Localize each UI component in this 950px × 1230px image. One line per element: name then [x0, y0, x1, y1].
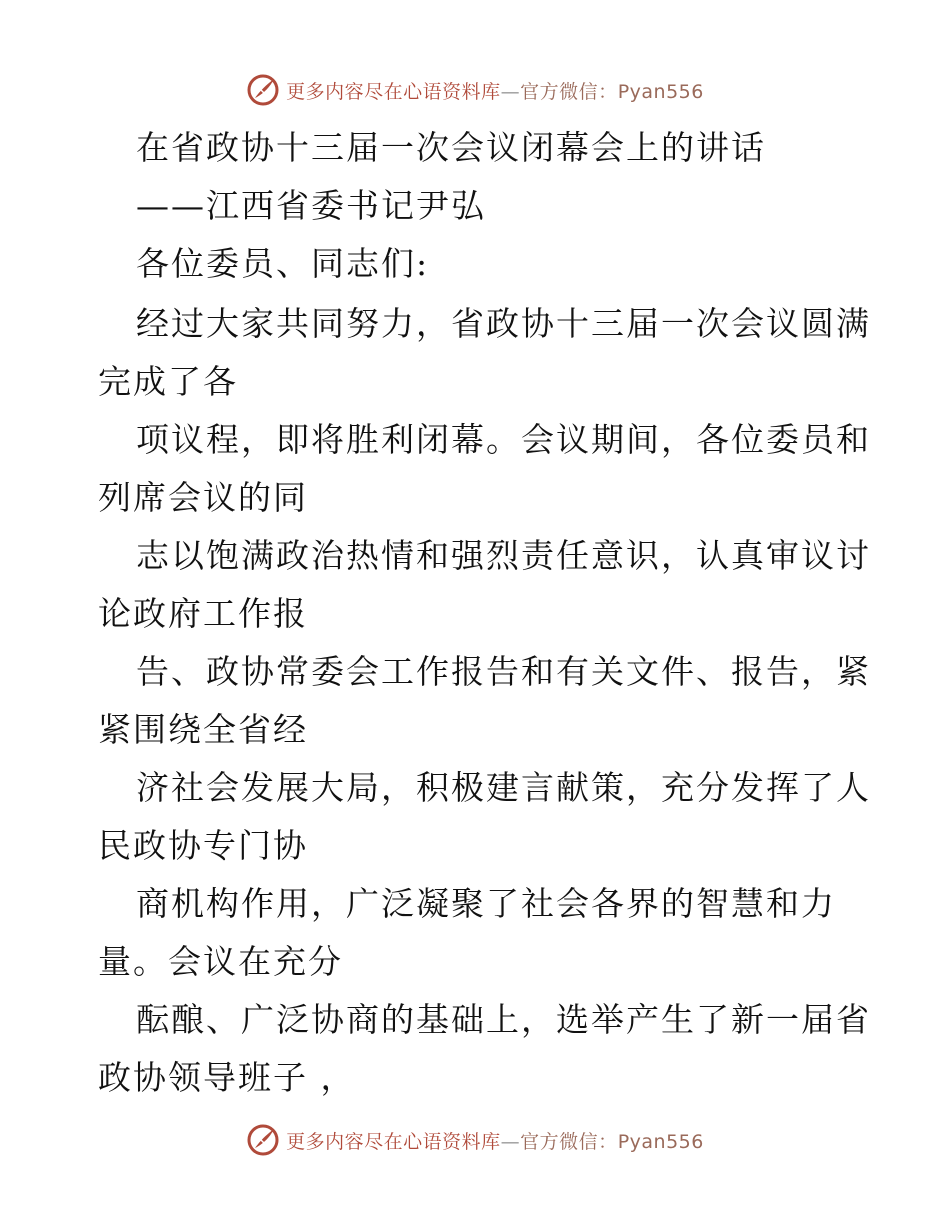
- watermark-wechat-id: Pyan556: [617, 80, 704, 103]
- header-watermark: [0, 70, 950, 110]
- watermark-main: 更多内容尽在心语资料库: [286, 80, 501, 103]
- paragraph-line: 项议程，即将胜利闭幕。会议期间，各位委员和: [136, 420, 871, 459]
- watermark-wechat-label: 官方微信：: [520, 1130, 618, 1153]
- document-salutation: 各位委员、同志们:: [136, 244, 430, 283]
- paragraph-line: 完成了各: [98, 362, 238, 401]
- paragraph-line: 商机构作用，广泛凝聚了社会各界的智慧和力: [136, 884, 836, 923]
- paragraph-line: 济社会发展大局，积极建言献策，充分发挥了人: [136, 768, 871, 807]
- footer-watermark: [0, 1120, 950, 1160]
- watermark-separator: —: [500, 1130, 521, 1153]
- paragraph-line: 政协领导班子 ，: [98, 1058, 356, 1097]
- paragraph-line: 列席会议的同: [98, 478, 308, 517]
- paragraph-line: 酝酿、广泛协商的基础上，选举产生了新一届省: [136, 1000, 871, 1039]
- watermark-wechat-label: 官方微信：: [520, 80, 618, 103]
- paragraph-line: 论政府工作报: [98, 594, 308, 633]
- watermark-text: [286, 77, 704, 104]
- watermark-main: 更多内容尽在心语资料库: [286, 1130, 501, 1153]
- paragraph-line: 量。会议在充分: [98, 942, 343, 981]
- paragraph-line: 民政协专门协: [98, 826, 308, 865]
- watermark-separator: —: [500, 80, 521, 103]
- paragraph-line: 告、政协常委会工作报告和有关文件、报告，紧: [136, 652, 871, 691]
- paragraph-line: 志以饱满政治热情和强烈责任意识，认真审议讨: [136, 536, 871, 575]
- feather-logo-icon: [246, 1123, 280, 1157]
- feather-logo-icon: [246, 73, 280, 107]
- paragraph-line: 紧围绕全省经: [98, 710, 308, 749]
- paragraph-line: 经过大家共同努力，省政协十三届一次会议圆满: [136, 304, 871, 343]
- watermark-text: [286, 1127, 704, 1154]
- watermark-wechat-id: Pyan556: [617, 1130, 704, 1153]
- document-title: 在省政协十三届一次会议闭幕会上的讲话: [136, 128, 766, 167]
- document-speaker: ——江西省委书记尹弘: [136, 186, 486, 225]
